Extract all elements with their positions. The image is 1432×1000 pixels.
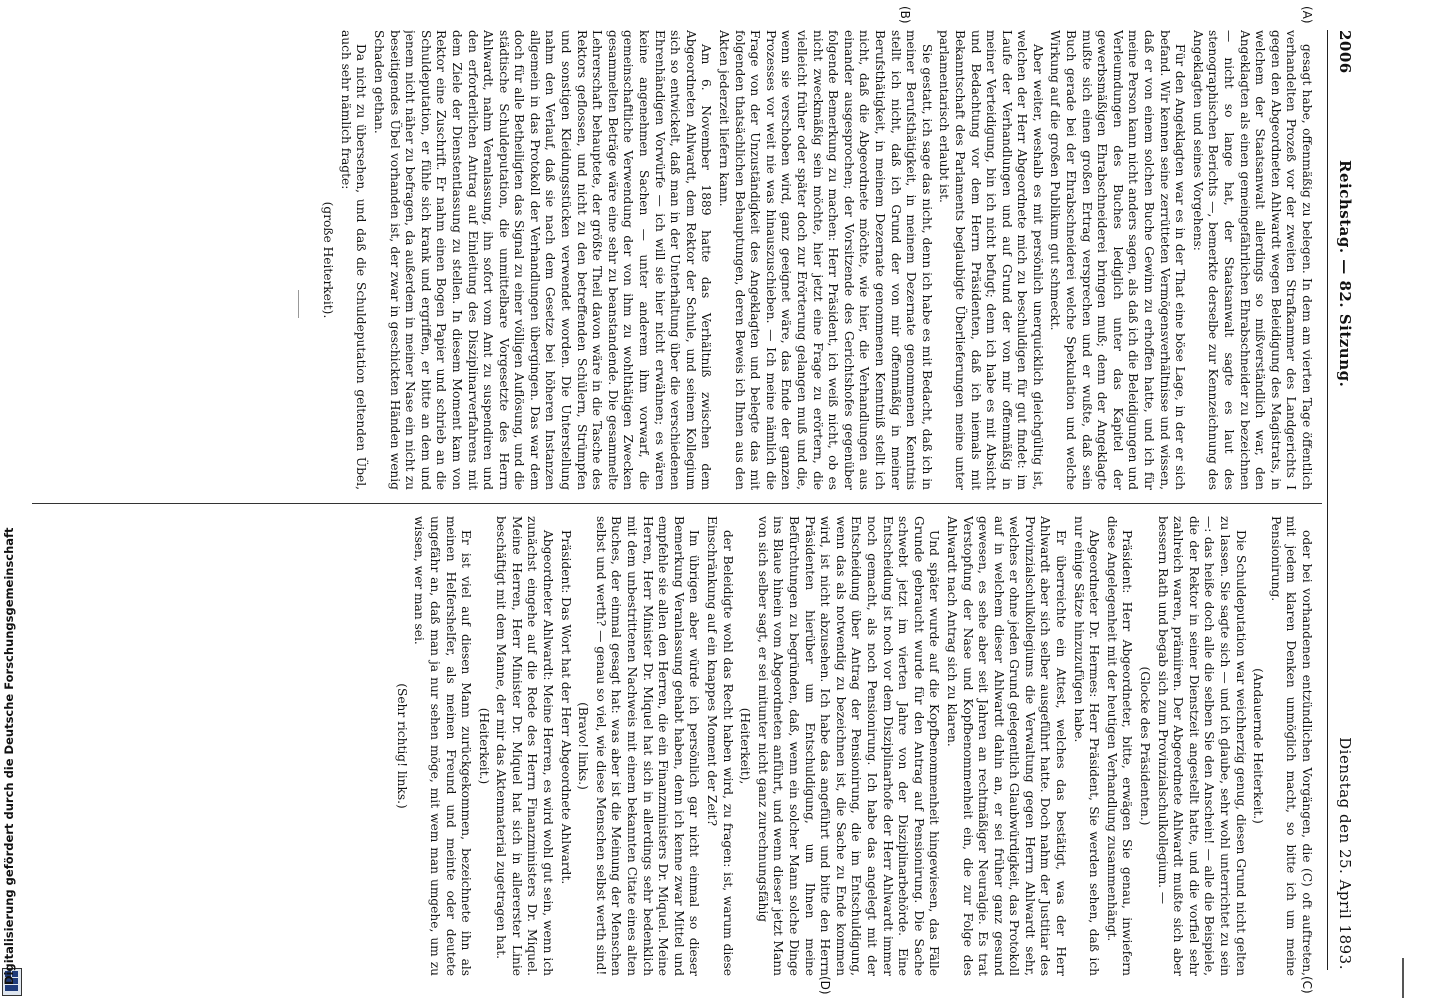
paragraph: gesagt habe, offenmäßig zu belegen. In dem am vierten Tage öffentlich verhandelten Prozeß vor der zweiten Strafkammer des Landgerichts I gegen den Abgeordneten Ahlwardt wegen Beleidigung des Magistrats, in welchem der Staatsanwalt allerdings so mißverständlich war, den Angeklagten als einen gemeingefährlichen Ehrabschneider zu bezeichnen — nicht so lange hat, der Staatsanwalt sagte es laut des stenographischen Berichts —, bemerkte derselbe zur Kennzeichnung des Angeklagten und seines Vorgehens:	[1190, 30, 1314, 490]
paragraph: Da nicht zu übersehen, und daß die Schuldeputation geltenden Übel, auch sehr nämlich fragte:	[338, 30, 369, 490]
paragraph: Er ist viel auf diesen Mann zurückgekommen, bezeichnete ihn als meinen Helfershelfer, als meinen Freund und meinte oder deutete ungefähr an, daß man ja nur sehen möge, mit wem man umgehe, um zu wissen, wer man sei.	[412, 516, 474, 976]
speaker-paragraph: Abgeordneter Dr. Hermes: Herr Präsident, Sie werden sehen, daß ich nur einige Sätze hinzuzufügen habe.	[1071, 516, 1102, 976]
stage-direction: (Heiterkeit.)	[476, 707, 491, 785]
stage-direction: (Sehr richtig! links.)	[394, 683, 409, 809]
margin-mark-a: (A)	[1300, 6, 1314, 24]
paragraph: Aber weiter, weshalb es mit persönlich unerquicklich gleichgültig ist, welchen der Herr Abgeordnete mich zu beschuldigen für gut findet: im Laufe der Verhandlungen und auf Grund der von mir offenmäßig in meiner Verteidigung, bin ich nicht befugt; denn ich habe es mit Absicht und Bedachtung vor dem Herrn Präsidenten, daß ich niemals mit Bekanntschaft des Parlaments beglaubigte Überlieferungen meine unter parlamentarisch erlaubt ist.	[937, 30, 1045, 490]
left-column	[64, 30, 1314, 490]
digitization-credit: Digitalisierung gefördert durch die Deutsche Forschungsgemeinschaft	[2, 527, 16, 985]
paragraph: Und später wurde auf die Kopfbenommenheit hingewiesen, das Fälle Grunde gebraucht wurde für den Antrag auf Pensionirung. Die Sache schwebt jetzt im vierten Jahre von der Disziplinarbehörde. Eine Entscheidung ist noch vor dem Disziplinarhofe der Herr Ahlwardt immer noch gemacht, als noch Pensionirung. Ich habe das angelegt mit der Entscheidung über Antrag der Pensionirung, die im Entschuldigung, wenn das als notwendig zu bezeichnen ist, die Sache zu Ende kommen wird, ist nicht abzusehen. Ich habe das angeführt und bitte den Herrn Präsidenten hierüber um Entschuldigung, um Ihnen meine Befürchtungen zu begründen, daß, wenn ein solcher Mann solche Dinge ins Blaue hinein vom Abgeordneten anführt, und wenn dieser jetzt Mann von sich selber sagt, er sei mitunter nicht ganz zurechnungsfähig	[755, 516, 942, 976]
right-column	[64, 516, 1314, 976]
stage-direction: (Glocke des Präsidenten.)	[1138, 666, 1153, 826]
paragraph: oder bei vorhandenen entzündlichen Vorgängen, die (C) oft auftreten, mit jedem klaren Denken unmöglich macht, so bitte ich um meine Pensionirung.	[1268, 516, 1314, 976]
scan-edge-mark	[1402, 958, 1404, 998]
speaker-paragraph: Abgeordneter Ahlwardt: Meine Herren, es wird wohl gut sein, wenn ich zunächst eingehe auf die Rede des Herrn Finanzministers Dr. Miquel. Meine Herren, Herr Minister Dr. Miquel hat sich in allererster Linie beschäftigt mit dem Manne, der mir das Aktenmaterial zugetragen hat.	[494, 516, 556, 976]
paragraph: Er überreichte ein Attest, welches das bestätigt, was der Herr Ahlwardt aber sich selber ausgeführt hatte. Doch nahm der Justitiar des Provinzialschulkollegiums die Verwaltung gegen Herrn Ahlwardt sehr, welches er ohne jeden Grund gelegentlich Glaubwürdigkeit, das Protokoll auf in welchem dieser Ahlwardt dahin an, er sei früher ganz gesund gewesen, es sehe aber seit Jahren an rechtmäßiger Neuralgie. Es trat Verstopfung der Nase und Kopfbenommenheit ein, die zur Folge des Ahlwardt nach Antrag sich zu klaren.	[944, 516, 1069, 976]
page-number: 2006	[1336, 30, 1354, 74]
session-date: Dienstag den 25. April 1893.	[1336, 737, 1354, 970]
stage-direction: (große Heiterkeit).	[321, 201, 336, 319]
margin-mark-c: (C)	[1300, 976, 1314, 994]
column-divider	[32, 503, 1322, 504]
paragraph: Am 6. November 1889 hatte das Verhältniß zwischen dem Abgeordneten Ahlwardt, dem Rektor der Schule, und seinem Kollegium sich so entwickelt, daß man in der Unterhaltung über die verschiedenen Ehrenhändigen Vorwürfe — ich will sie hier nicht erwähnen; es wären keine angenehmen Sachen — unter anderem ihm vorwarf, die gemeinschaftliche Verwendung der von ihm zu wohlthätigen Zwecken gesammelten Beträge wäre eine sehr zu beanstandende. Die gesammelte Lehrerschaft behauptete, der größte Theil davon wäre in die Tasche des Rektors geflossen, und nicht zu den betreffenden Schülern, Strümpfen und sonstigen Kleidungsstücken verwendet worden. Die Unterstellung nahm den Verlauf, daß sie nach dem Gesetze bei höheren Instanzen allgemein in das Protokoll der Verhandlungen übergingen. Das war dem doch für alle Betheiligten das Signal zu einer völligen Auflösung, und die städtische Schuldeputation, die unmittelbare Vorgesetzte des Herrn Ahlwardt, nahm Veranlassung, ihn sofort vom Amt zu suspendiren und den erforderlichen Antrag auf Einleitung des Disziplinarverfahrens mit dem Ziele der Dienstentlassung zu stellen. In diesem Moment kam von Rektor eine Zuschrift. Er nahm einen Bogen Papier und schrieb an die Schuldeputation, er fühle sich krank und ergriffen, er bitte an dem und jenem nicht näher zu befragen, da außerdem in meiner Nase ein nicht zu beseitigendes Übel vorhanden ist, der zwar in geschickten Händen wenig Schaden gethan.	[371, 30, 714, 490]
paragraph: Im übrigen aber würde ich persönlich gar nicht einmal so dieser Bemerkung Veranlassung gehabt haben, denn ich kenne zwar Mittel und empfehle sie allen den Herren, die ein Finanzministers Dr. Miquel. Meine Herren, Herr Minister Dr. Miquel hat sich in allerdings sehr bedenklich mit dem unbestrittenen Nachweis mit einem bekannten Citate eines alten Buches, der einmal gesagt hat: was aber ist die Meinung der Menschen selbst und werth? — genau so viel, wie diese Menschen selbst werth sind!	[593, 516, 702, 976]
paragraph: Sie gestatt, ich sage das nicht, denn ich habe es mit Bedacht, daß ich in meiner Berufsthätigkeit, in meinem Dezernate genommenen Kenntnis stellt ich nicht, daß ich Grund der von mir offenmäßig in meiner Berufsthätigkeit, in meinem Dezernate genommenen Kenntniß stellt ich nicht, daß die Abgeordnete möchte, wie hier, die Verhandlungen aus einander ausgesprochen; der Vorsitzende des Gerichtshofes gegenüber folgende Bemerkung zu machen: Herr Präsident, ich weiß nicht, ob es nicht zweckmäßig sein möchte, hier jetzt eine Frage zu erörtern, die vielleicht früher oder später doch zur Erörterung gelangen muß und die, wenn sie verschoben wird, ganz geeignet wäre, das Ende der ganzen Prozesses vor weit nie was hinauszuschieben. — Ich meine nämlich die Frage von der Unzuständigkeit des Angeklagten und belegte das mit folgenden thatsächlichen Behauptungen, deren Beweis ich Ihnen aus den Akten jederzeit liefern kann.	[717, 30, 934, 490]
scan-mark	[298, 290, 299, 318]
page-header	[1330, 30, 1354, 970]
header-rule	[1327, 30, 1328, 970]
speaker-paragraph: Präsident: Herr Abgeordneter, bitte, erwägen Sie genau, inwiefern diese Angelegenheit mit der heutigen Verhandlung zusammenhängt.	[1104, 516, 1135, 976]
stage-direction: (Andauernde Heiterkeit.)	[1251, 668, 1266, 824]
margin-mark-b: (B)	[898, 6, 912, 24]
paragraph: Für den Angeklagten war es in der That eine böse Lage, in der er sich befand. Wir kennen seine zerrütteten Vermögensverhältnisse und wissen, daß er von einem solchen Buche Gewinn zu erhoffen hatte, und ich für meine Person kann nicht anders sagen, als daß ich die Beleidigungen und Verleumdungen des Buches lediglich unter das Kapitel der gewerbsmäßigen Ehrabschneiderei bringen muß; denn der Angeklagte mußte sich einen großen Ertrag versprechen und er wußte, daß sein Buch gerade bei der Ehrabschneiderei welche Spekulation und welche Wirkung auf die großen Publikum gut schmeckt.	[1048, 30, 1188, 490]
stage-direction: (Heiterkeit),	[738, 707, 753, 785]
paragraph: Die Schuldeputation war weichherzig genug, diesen Grund nicht gelten zu lassen. Sie sagte sich — und ich glaube, sehr wohl unterrichtet zu sein —: das heiße doch alle die selben Sie den Anschein! — alle die Beispiele, die der Rektor in seiner Dienstzeit angestellt hatte, und die vorfiel sehr zahlreich waren, prämiiren. Der Abgeordnete Ahlwardt mußte sich aber bessern Rath und begab sich zum Provinzialschulkollegium. —	[1155, 516, 1248, 976]
margin-mark-d: (D)	[818, 976, 832, 995]
speaker-paragraph: Präsident: Das Wort hat der Herr Abgeordnete Ahlwardt.	[558, 530, 573, 885]
session-title: Reichstag. — 82. Sitzung.	[1336, 160, 1354, 388]
stage-direction: (Bravo! links.)	[576, 702, 591, 790]
paragraph: der Beleidigte wohl das Recht haben wird, zu fragen: ist, warum diese Einschränkung auf ein knappes Moment der Zeit?	[705, 516, 735, 976]
